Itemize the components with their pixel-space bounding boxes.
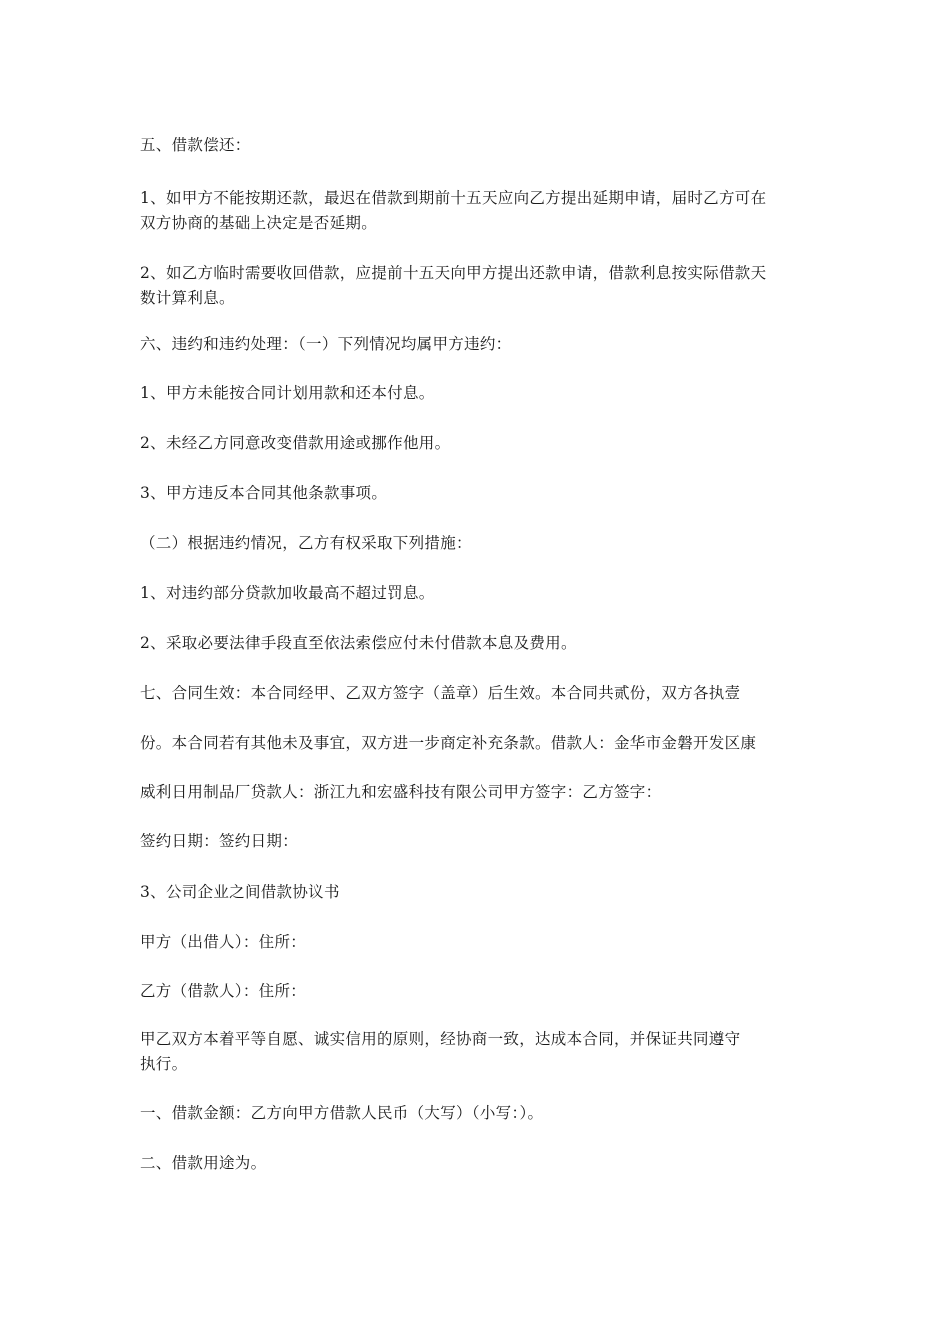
default-item-2: 2、未经乙方同意改变借款用途或挪作他用。 <box>140 434 451 452</box>
default-item-3: 3、甲方违反本合同其他条款事项。 <box>140 484 388 502</box>
party-b-line: 乙方（借款人）：住所： <box>140 982 307 1000</box>
agreement-title: 3、公司企业之间借款协议书 <box>140 883 340 901</box>
signing-dates: 签约日期：签约日期： <box>140 832 299 850</box>
section-heading-repayment: 五、借款偿还： <box>140 136 251 154</box>
section-heading-default: 六、违约和违约处理：（一）下列情况均属甲方违约： <box>140 335 512 353</box>
section-heading-effectiveness: 七、合同生效：本合同经甲、乙双方签字（盖章）后生效。本合同共贰份，双方各执壹 <box>140 684 741 702</box>
clause-extension-request: 1、如甲方不能按期还款，最迟在借款到期前十五天应向乙方提出延期申请，届时乙方可在 双方协商的基础上决定是否延期。 <box>140 189 767 232</box>
clause-early-recall: 2、如乙方临时需要收回借款，应提前十五天向甲方提出还款申请，借款利息按实际借款天 数计算利息。 <box>140 264 767 307</box>
remedy-item-2: 2、采取必要法律手段直至依法索偿应付未付借款本息及费用。 <box>140 634 577 652</box>
remedy-item-1: 1、对违约部分贷款加收最高不超过罚息。 <box>140 584 435 602</box>
effectiveness-continuation-2: 威利日用制品厂贷款人：浙江九和宏盛科技有限公司甲方签字：乙方签字： <box>140 783 662 801</box>
loan-purpose-clause: 二、借款用途为。 <box>140 1154 267 1172</box>
effectiveness-continuation-1: 份。本合同若有其他未及事宜，双方进一步商定补充条款。借款人：金华市金磐开发区康 <box>140 734 757 752</box>
loan-amount-clause: 一、借款金额：乙方向甲方借款人民币（大写）（小写：）。 <box>140 1104 544 1122</box>
principle-statement: 甲乙双方本着平等自愿、诚实信用的原则，经协商一致，达成本合同，并保证共同遵守 执行。 <box>140 1030 741 1073</box>
party-a-line: 甲方（出借人）：住所： <box>140 933 307 951</box>
remedies-heading: （二）根据违约情况，乙方有权采取下列措施： <box>140 534 472 552</box>
default-item-1: 1、甲方未能按合同计划用款和还本付息。 <box>140 384 435 402</box>
